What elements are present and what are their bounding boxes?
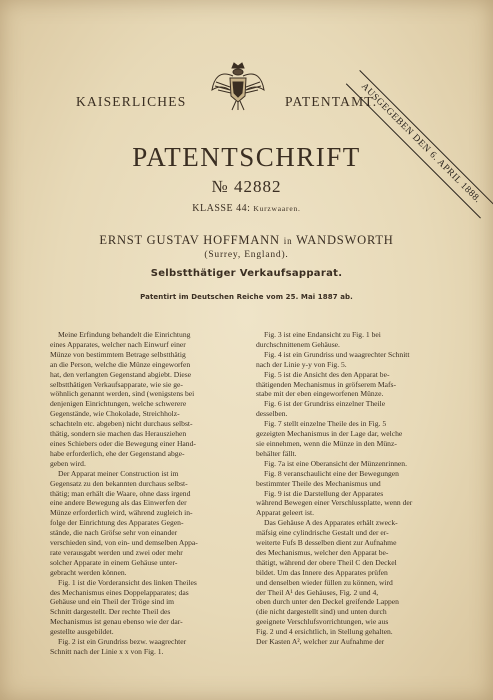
class-name: Kurzwaaren.	[253, 204, 301, 213]
patent-number: № 42882	[211, 177, 282, 196]
issue-date-stamp: AUSGEGEBEN DEN 6. APRIL 1888.	[346, 70, 493, 218]
inventor-line	[0, 233, 493, 248]
header-kaiserliches: KAISERLICHES	[76, 94, 187, 109]
paragraph: Der Apparat meiner Construction ist im Gegensatz zu den bekannten durchaus selbst- thätig; man erhält die Waare, ohne dass irgend eine andere Bewegung als das Einwerfen der Münze erforderlich wird, während zugleich in- folge der Einrichtung des Apparates Gegen- stände, die nach Gröfse sehr von einander verschieden sind, von ein- und demselben Appa- rate verausgabt werden und zwei oder mehr solcher Apparate in einem Gehäuse unter- gebracht werden können.	[50, 468, 198, 577]
paragraph: Fig. 4 ist ein Grundriss und waagrechter Schnitt nach der Linie y-y von Fig. 5.	[256, 349, 410, 369]
inventor-name: ERNST GUSTAV HOFFMANN	[99, 233, 280, 247]
text-column-left	[50, 330, 248, 657]
paragraph: Fig. 3 ist eine Endansicht zu Fig. 1 bei durchschnittenem Gehäuse.	[256, 330, 381, 349]
paragraph: Fig. 9 ist die Darstellung der Apparates während Bewegen einer Verschlussplatte, wenn der Apparat geleert ist.	[256, 488, 413, 518]
inventor-place: (Surrey, England).	[204, 250, 289, 260]
paragraph: Fig. 7 stellt einzelne Theile des in Fig. 5 gezeigten Mechanismus in der Lage dar, welche sie einnehmen, wenn die Münze in den Münz- behälter fällt.	[256, 419, 403, 458]
paragraph: Das Gehäuse A des Apparates erhält zweck- mäfsig eine cylindrische Gestalt und der er- weiterte Fufs B desselben dient zur Aufnahme des Mechanismus, welcher den Apparat be- thätigt, während der obere Theil C den Deckel bildet. Um das Innere des Apparates prüfen und denselben wieder füllen zu können, wird der Theil A¹ des Gehäuses, Fig. 2 und 4, oben durch unter den Deckel greifende Lappen (die nicht dargestellt sind) und unten durch geeignete Verschlufsvorrichtungen, wie aus Fig. 2 und 4 ersichtlich, in Stellung gehalten. Der Kasten A², welcher zur Aufnahme der	[256, 518, 399, 647]
inventor-in: in	[283, 236, 293, 246]
class-prefix: KLASSE 44:	[192, 203, 251, 214]
patent-date-line: Patentirt im Deutschen Reiche vom 25. Mai 1887 ab.	[140, 293, 353, 301]
paragraph: Meine Erfindung behandelt die Einrichtung eines Apparates, welcher nach Einwurf einer Münze von bestimmtem Betrage selbstthätig an die Person, welche die Münze eingeworfen hat, den verlangten Gegenstand abgiebt. Diese selbstthätigen Verkaufsapparate, wie sie ge- wöhnlich genannt werden, sind (wenigstens bei denjenigen Einrichtungen, welche schwerere Gegenstände, wie Chokolade, Streichholz- schachteln etc. abgeben) nicht durchaus selbst- thätig, sondern sie machen das Herausziehen eines Schiebers oder die Bewegung einer Hand- habe erforderlich, ehe der Gegenstand abge- geben wird.	[50, 330, 196, 468]
text-column-right	[256, 330, 454, 647]
imperial-eagle-emblem	[210, 60, 266, 112]
paragraph: Fig. 5 ist die Ansicht des den Apparat be- thätigenden Mechanismus in gröfserem Mafs- stabe mit der eben eingeworfenen Münze.	[256, 369, 397, 399]
patent-subject: Selbstthätiger Verkaufsapparat.	[150, 268, 343, 279]
patent-class	[0, 203, 493, 214]
inventor-city: WANDSWORTH	[296, 233, 394, 247]
paragraph: Fig. 2 ist ein Grundriss bezw. waagrechter Schnitt nach der Linie x x von Fig. 1.	[50, 637, 187, 656]
paragraph: Fig. 7a ist eine Oberansicht der Münzenrinnen.	[264, 458, 407, 468]
paragraph: Fig. 8 veranschaulicht eine der Bewegungen bestimmter Theile des Mechanismus und	[256, 468, 399, 488]
paragraph: Fig. 1 ist die Vorderansicht des linken Theiles des Mechanismus eines Doppelapparates; das Gehäuse und ein Theil der Tröge sind im Schnitt dargestellt. Der rechte Theil des Mechanismus ist genau ebenso wie der dar- gestellte ausgebildet.	[50, 577, 197, 637]
paragraph: Fig. 6 ist der Grundriss einzelner Theile desselben.	[256, 399, 386, 419]
document-title: PATENTSCHRIFT	[132, 142, 361, 172]
header-patentamt: PATENTAMT.	[285, 94, 378, 109]
